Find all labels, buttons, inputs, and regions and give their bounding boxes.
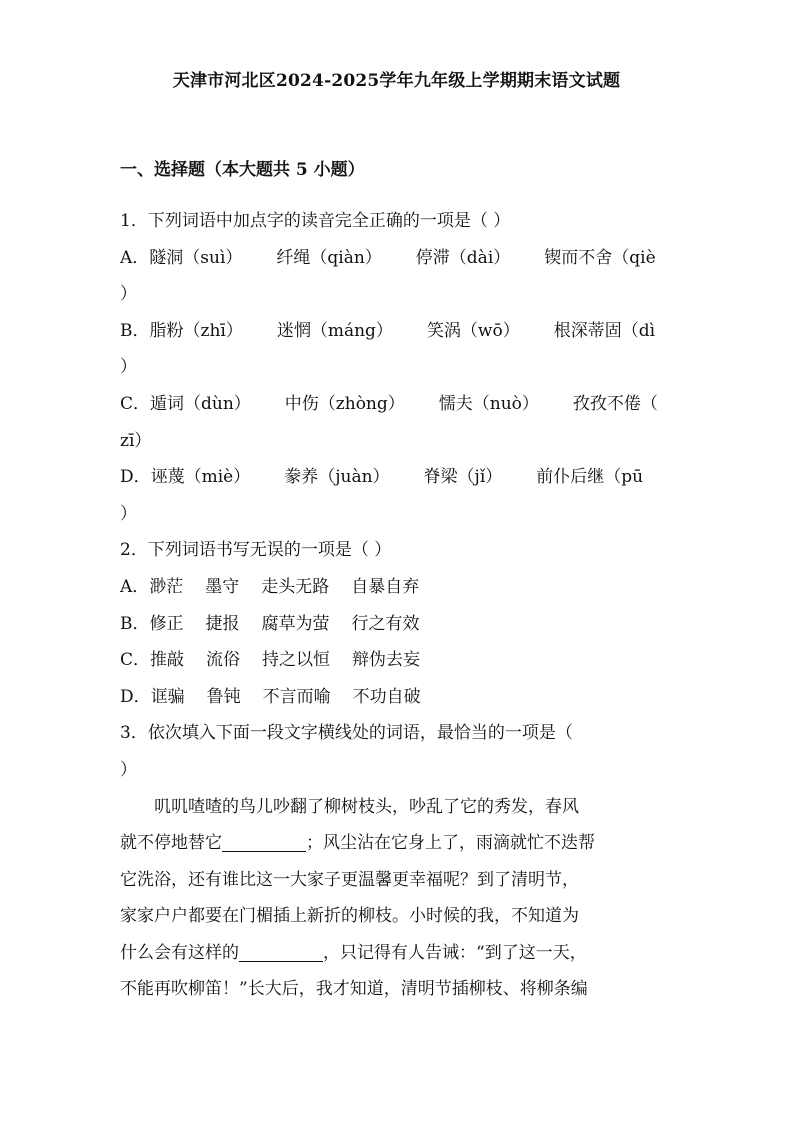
option-item: 中伤（zhòng） xyxy=(284,393,405,414)
option-item: 笑涡（wō） xyxy=(426,320,520,341)
option-item: 流俗 xyxy=(206,650,241,671)
question-1-option-b xyxy=(120,313,680,350)
option-item: 行之有效 xyxy=(351,613,420,634)
document-body xyxy=(120,203,680,1008)
question-1-option-d xyxy=(120,459,680,496)
option-item: A．隧洞（suì） xyxy=(120,247,243,268)
option-item: D．诓骗 xyxy=(120,686,185,707)
option-item: C．推敲 xyxy=(120,650,185,671)
option-item: B．修正 xyxy=(120,613,184,634)
option-item: 自暴自弃 xyxy=(351,576,420,597)
option-item: 持之以恒 xyxy=(262,650,331,671)
passage-line xyxy=(120,825,680,862)
question-1-option-c xyxy=(120,386,680,423)
question-1-option-b-cont: ） xyxy=(120,357,137,378)
section-heading: 一、选择题（本大题共 5 小题） xyxy=(120,160,365,180)
question-2-option-c xyxy=(120,642,680,679)
question-2-stem: 2．下列词语书写无误的一项是（ ） xyxy=(120,540,392,561)
question-1-option-a xyxy=(120,240,680,277)
option-item: 辩伪去妄 xyxy=(352,650,421,671)
option-item: B．脂粉（zhī） xyxy=(120,320,243,341)
question-1-option-d-cont: ） xyxy=(120,503,137,524)
passage-line: 不能再吹柳笛！”长大后，我才知道，清明节插柳枝、将柳条编 xyxy=(120,979,588,1000)
fill-blank-1 xyxy=(222,831,306,852)
passage-text: 就不停地替它 xyxy=(120,833,222,854)
option-item: 脊梁（jǐ） xyxy=(423,467,503,488)
option-item: 墨守 xyxy=(205,576,240,597)
option-item: 锲而不舍（qiè xyxy=(544,247,656,268)
question-1-stem: 1．下列词语中加点字的读音完全正确的一项是（ ） xyxy=(120,211,511,231)
option-item: 前仆后继（pū xyxy=(536,467,644,488)
option-item: 孜孜不倦（ xyxy=(572,393,658,414)
option-item: 停滞（dài） xyxy=(415,247,511,268)
passage-text: ，只记得有人告诫：“到了这一天， xyxy=(323,942,587,963)
fill-blank-2 xyxy=(239,941,323,962)
option-item: 根深蒂固（dì xyxy=(553,320,656,341)
passage-line: 叽叽喳喳的鸟儿吵翻了柳树枝头，吵乱了它的秀发，春风 xyxy=(154,796,579,817)
question-3-stem: 3．依次填入下面一段文字横线处的词语，最恰当的一项是（ xyxy=(120,723,573,744)
question-1-option-c-cont: zī） xyxy=(120,430,152,451)
passage-line: 家家户户都要在门楣插上新折的柳枝。小时候的我，不知道为 xyxy=(120,906,579,927)
option-item: 鲁钝 xyxy=(206,686,241,707)
option-item: 腐草为萤 xyxy=(261,613,330,634)
option-item: D．诬蔑（miè） xyxy=(120,467,251,488)
document-title: 天津市河北区2024-2025学年九年级上学期期末语文试题 xyxy=(172,71,621,91)
option-item: 走头无路 xyxy=(261,576,330,597)
question-2-option-a xyxy=(120,569,680,606)
option-item: 不言而喻 xyxy=(262,686,331,707)
question-3-stem-cont: ） xyxy=(120,759,137,780)
passage-line: 它洗浴，还有谁比这一大家子更温馨更幸福呢？到了清明节， xyxy=(120,869,579,890)
option-item: 懦夫（nuò） xyxy=(438,393,539,414)
passage-text: ；风尘沾在它身上了，雨滴就忙不迭帮 xyxy=(306,833,595,854)
option-item: 豢养（juàn） xyxy=(284,467,390,488)
passage-line xyxy=(120,935,680,972)
passage-text: 什么会有这样的 xyxy=(120,942,239,963)
question-2-option-b xyxy=(120,606,680,643)
question-2-option-d xyxy=(120,679,680,716)
option-item: C．遁词（dùn） xyxy=(120,393,251,414)
question-1-option-a-cont: ） xyxy=(120,284,137,305)
option-item: 捷报 xyxy=(205,613,240,634)
option-item: 纤绳（qiàn） xyxy=(276,247,382,268)
option-item: 迷惘（máng） xyxy=(276,320,393,341)
option-item: 不功自破 xyxy=(352,686,421,707)
option-item: A．渺茫 xyxy=(120,576,184,597)
